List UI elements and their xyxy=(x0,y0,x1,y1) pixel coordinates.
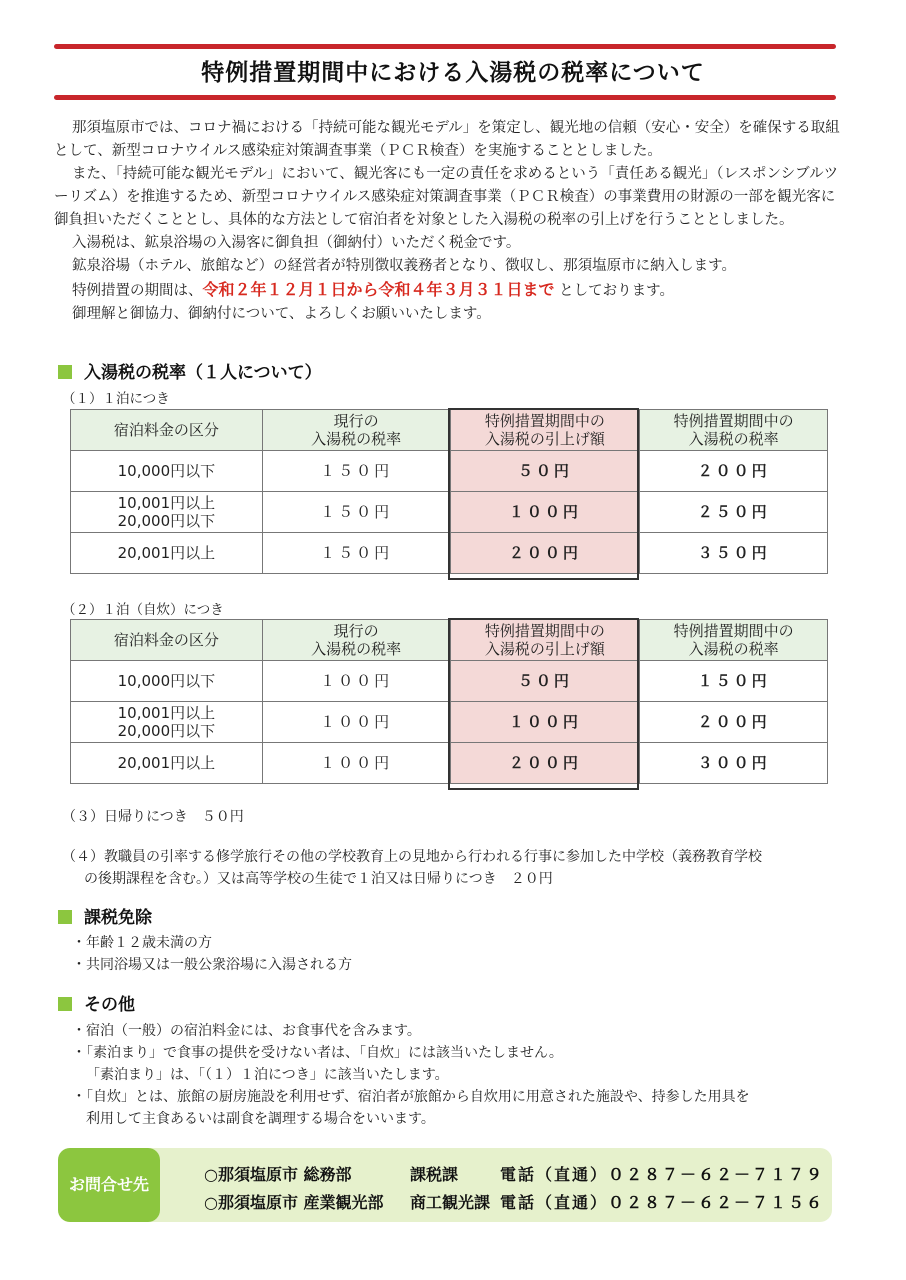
table-header-row xyxy=(71,620,828,661)
note-day-trip: （３）日帰りにつき ５０円 xyxy=(62,809,244,825)
page-title: 特例措置期間中における入湯税の税率について xyxy=(201,60,705,86)
increase-cell: ２００円 xyxy=(450,533,640,574)
current-rate-cell: １５０円 xyxy=(262,451,450,492)
rate-table-1 xyxy=(70,409,828,574)
list-item: ・「自炊」とは、旅館の厨房施設を利用せず、宿泊者が旅館から自炊用に用意された施設や、持参した用具を xyxy=(72,1089,750,1105)
section-heading-other xyxy=(58,990,135,1015)
header-category: 宿泊料金の区分 xyxy=(71,620,263,661)
section-heading-rates xyxy=(58,358,322,383)
intro-paragraph-4: 鉱泉浴場（ホテル、旅館など）の経営者が特別徴収義務者となり、徴収し、那須塩原市に納入します。 xyxy=(72,258,736,274)
header-current-rate: 現行の 入湯税の税率 xyxy=(262,620,450,661)
increase-cell: ５０円 xyxy=(450,451,640,492)
intro-paragraph-2: また、「持続可能な観光モデル」において、観光客にも一定の責任を求めるという「責任ある観光」（レスポンシブルツーリズム）を推進するため、新型コロナウイルス感染症対策調査事業（ＰＣＲ検査）の事業費用の財源の一部を観光客に御負担いただくこととし、具体的な方法として宿泊者を対象とした入湯税の税率の引上げを行うこととしました。 xyxy=(54,166,839,228)
current-rate-cell: １００円 xyxy=(262,661,450,702)
green-square-icon xyxy=(58,910,72,924)
rate-table-2 xyxy=(70,619,828,784)
category-cell: 10,001円以上 20,000円以下 xyxy=(71,492,263,533)
header-category: 宿泊料金の区分 xyxy=(71,410,263,451)
contact-division: 商工観光課 xyxy=(410,1193,491,1212)
other-list xyxy=(72,1020,842,1130)
current-rate-cell: １００円 xyxy=(262,702,450,743)
contact-line-tax xyxy=(204,1162,824,1185)
exempt-list xyxy=(72,932,842,976)
category-cell: 10,000円以下 xyxy=(71,451,263,492)
current-rate-cell: １５０円 xyxy=(262,533,450,574)
contact-dept: ○那須塩原市 総務部 xyxy=(204,1165,352,1184)
list-item: ・「素泊まり」で食事の提供を受けない者は、「自炊」には該当いたしません。 xyxy=(72,1045,563,1061)
list-item: ・年齢１２歳未満の方 xyxy=(72,935,212,951)
note-school-trip xyxy=(62,846,852,890)
green-square-icon xyxy=(58,365,72,379)
note-school-trip-line-1: （４）教職員の引率する修学旅行その他の学校教育上の見地から行われる行事に参加した中学校（義務教育学校 xyxy=(62,849,762,865)
contact-label: お問合せ先 xyxy=(58,1148,160,1222)
category-cell: 20,001円以上 xyxy=(71,743,263,784)
table1-label: （１）１泊につき xyxy=(62,391,170,407)
special-rate-cell: ３５０円 xyxy=(640,533,828,574)
list-item-continued: 利用して主食あるいは副食を調理する場合をいいます。 xyxy=(86,1111,435,1127)
category-cell: 10,001円以上 20,000円以下 xyxy=(71,702,263,743)
header-increase: 特例措置期間中の 入湯税の引上げ額 xyxy=(450,620,640,661)
special-rate-cell: １５０円 xyxy=(640,661,828,702)
header-special-rate: 特例措置期間中の 入湯税の税率 xyxy=(640,620,828,661)
period-prefix: 特例措置の期間は、 xyxy=(72,283,203,299)
current-rate-cell: １５０円 xyxy=(262,492,450,533)
title-bottom-rule xyxy=(54,95,836,100)
contact-box xyxy=(58,1148,832,1222)
list-item-continued: 「素泊まり」は、「（１）１泊につき」に該当いたします。 xyxy=(86,1067,449,1083)
special-rate-cell: ２００円 xyxy=(640,702,828,743)
intro-paragraph-3: 入湯税は、鉱泉浴場の入湯客に御負担（御納付）いただく税金です。 xyxy=(72,235,521,251)
intro-paragraph-6: 御理解と御協力、御納付について、よろしくお願いいたします。 xyxy=(72,306,491,322)
table-row xyxy=(71,492,828,533)
current-rate-cell: １００円 xyxy=(262,743,450,784)
increase-cell: １００円 xyxy=(450,492,640,533)
section-heading-text: 入湯税の税率（１人について） xyxy=(84,363,322,383)
title-top-rule xyxy=(54,44,836,49)
contact-phone: 電話（直通）０２８７－６２－７１５６ xyxy=(500,1193,825,1212)
list-item: ・共同浴場又は一般公衆浴場に入湯される方 xyxy=(72,957,352,973)
increase-cell: ５０円 xyxy=(450,661,640,702)
intro-paragraph-5 xyxy=(54,278,844,303)
table-row xyxy=(71,533,828,574)
increase-cell: ２００円 xyxy=(450,743,640,784)
table-row xyxy=(71,702,828,743)
contact-dept: ○那須塩原市 産業観光部 xyxy=(204,1193,384,1212)
table-row xyxy=(71,743,828,784)
section-heading-text: 課税免除 xyxy=(84,908,152,928)
header-current-rate: 現行の 入湯税の税率 xyxy=(262,410,450,451)
table-header-row xyxy=(71,410,828,451)
header-increase: 特例措置期間中の 入湯税の引上げ額 xyxy=(450,410,640,451)
note-school-trip-line-2: の後期課程を含む。）又は高等学校の生徒で１泊又は日帰りにつき ２０円 xyxy=(84,871,553,887)
section-heading-exempt xyxy=(58,903,152,928)
special-period-dates: 令和２年１２月１日から令和４年３月３１日まで xyxy=(202,280,555,299)
intro-text xyxy=(54,117,844,326)
table2-label: （２）１泊（自炊）につき xyxy=(62,602,224,618)
contact-phone: 電話（直通）０２８７－６２－７１７９ xyxy=(500,1165,825,1184)
increase-cell: １００円 xyxy=(450,702,640,743)
special-rate-cell: ３００円 xyxy=(640,743,828,784)
header-special-rate: 特例措置期間中の 入湯税の税率 xyxy=(640,410,828,451)
list-item: ・宿泊（一般）の宿泊料金には、お食事代を含みます。 xyxy=(72,1023,421,1039)
contact-line-tourism xyxy=(204,1190,824,1213)
contact-division: 課税課 xyxy=(410,1165,459,1184)
intro-paragraph-1: 那須塩原市では、コロナ禍における「持続可能な観光モデル」を策定し、観光地の信頼（安心・安全）を確保する取組として、新型コロナウイルス感染症対策調査事業（ＰＣＲ検査）を実施することとしました。 xyxy=(54,120,840,159)
special-rate-cell: ２５０円 xyxy=(640,492,828,533)
section-heading-text: その他 xyxy=(84,995,135,1015)
special-rate-cell: ２００円 xyxy=(640,451,828,492)
category-cell: 20,001円以上 xyxy=(71,533,263,574)
green-square-icon xyxy=(58,997,72,1011)
category-cell: 10,000円以下 xyxy=(71,661,263,702)
table-row xyxy=(71,661,828,702)
table-row xyxy=(71,451,828,492)
period-suffix: としております。 xyxy=(559,283,674,299)
